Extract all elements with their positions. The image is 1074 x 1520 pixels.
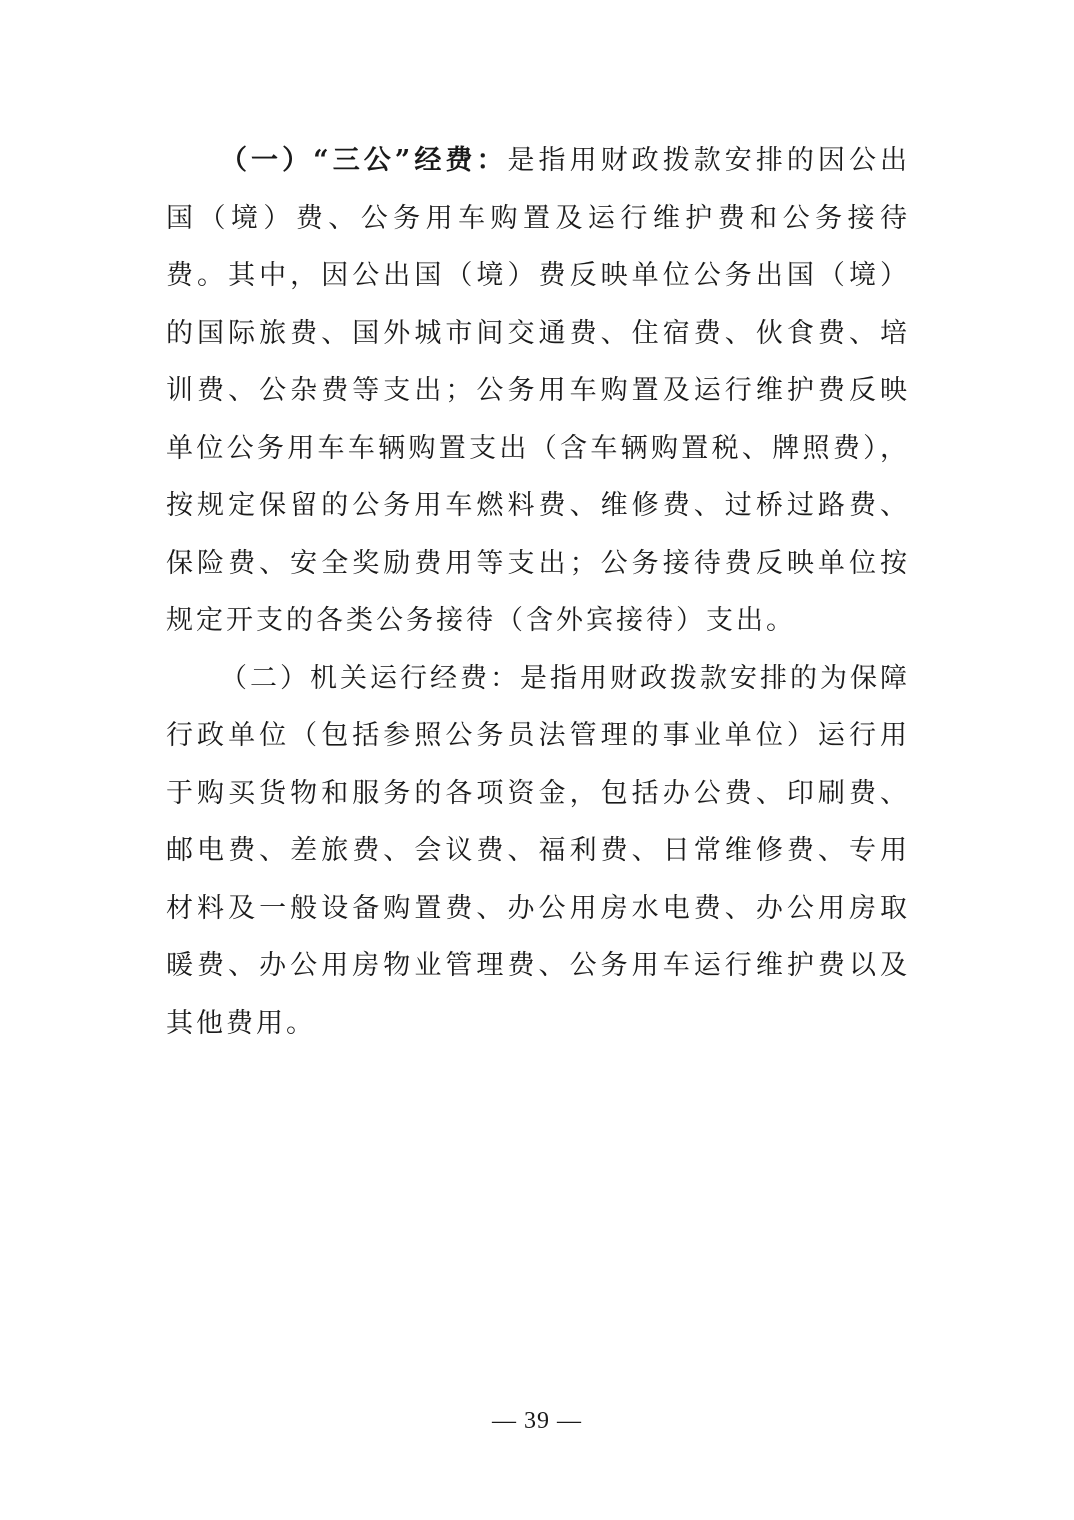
document-body (166, 132, 910, 1052)
paragraph-operating-expenses (166, 650, 910, 1053)
paragraph-heading: （一）“三公”经费： (220, 145, 508, 176)
page-number: — 39 — (492, 1408, 582, 1434)
paragraph-three-public-expenses (166, 132, 910, 650)
paragraph-text: 是指用财政拨款安排的因公出国（境）费、公务用车购置及运行维护费和公务接待费。其中，因公出国（境）费反映单位公务出国（境）的国际旅费、国外城市间交通费、住宿费、伙食费、培训费、公杂费等支出；公务用车购置及运行维护费反映单位公务用车车辆购置支出（含车辆购置税、牌照费），按规定保留的公务用车燃料费、维修费、过桥过路费、保险费、安全奖励费用等支出；公务接待费反映单位按规定开支的各类公务接待（含外宾接待）支出。 (166, 145, 911, 636)
paragraph-heading: （二）机关运行经费： (220, 662, 520, 694)
paragraph-text: 是指用财政拨款安排的为保障行政单位（包括参照公务员法管理的事业单位）运行用于购买货物和服务的各项资金，包括办公费、印刷费、邮电费、差旅费、会议费、福利费、日常维修费、专用材料及一般设备购置费、办公用房水电费、办公用房取暖费、办公用房物业管理费、公务用车运行维护费以及其他费用。 (166, 662, 910, 1039)
